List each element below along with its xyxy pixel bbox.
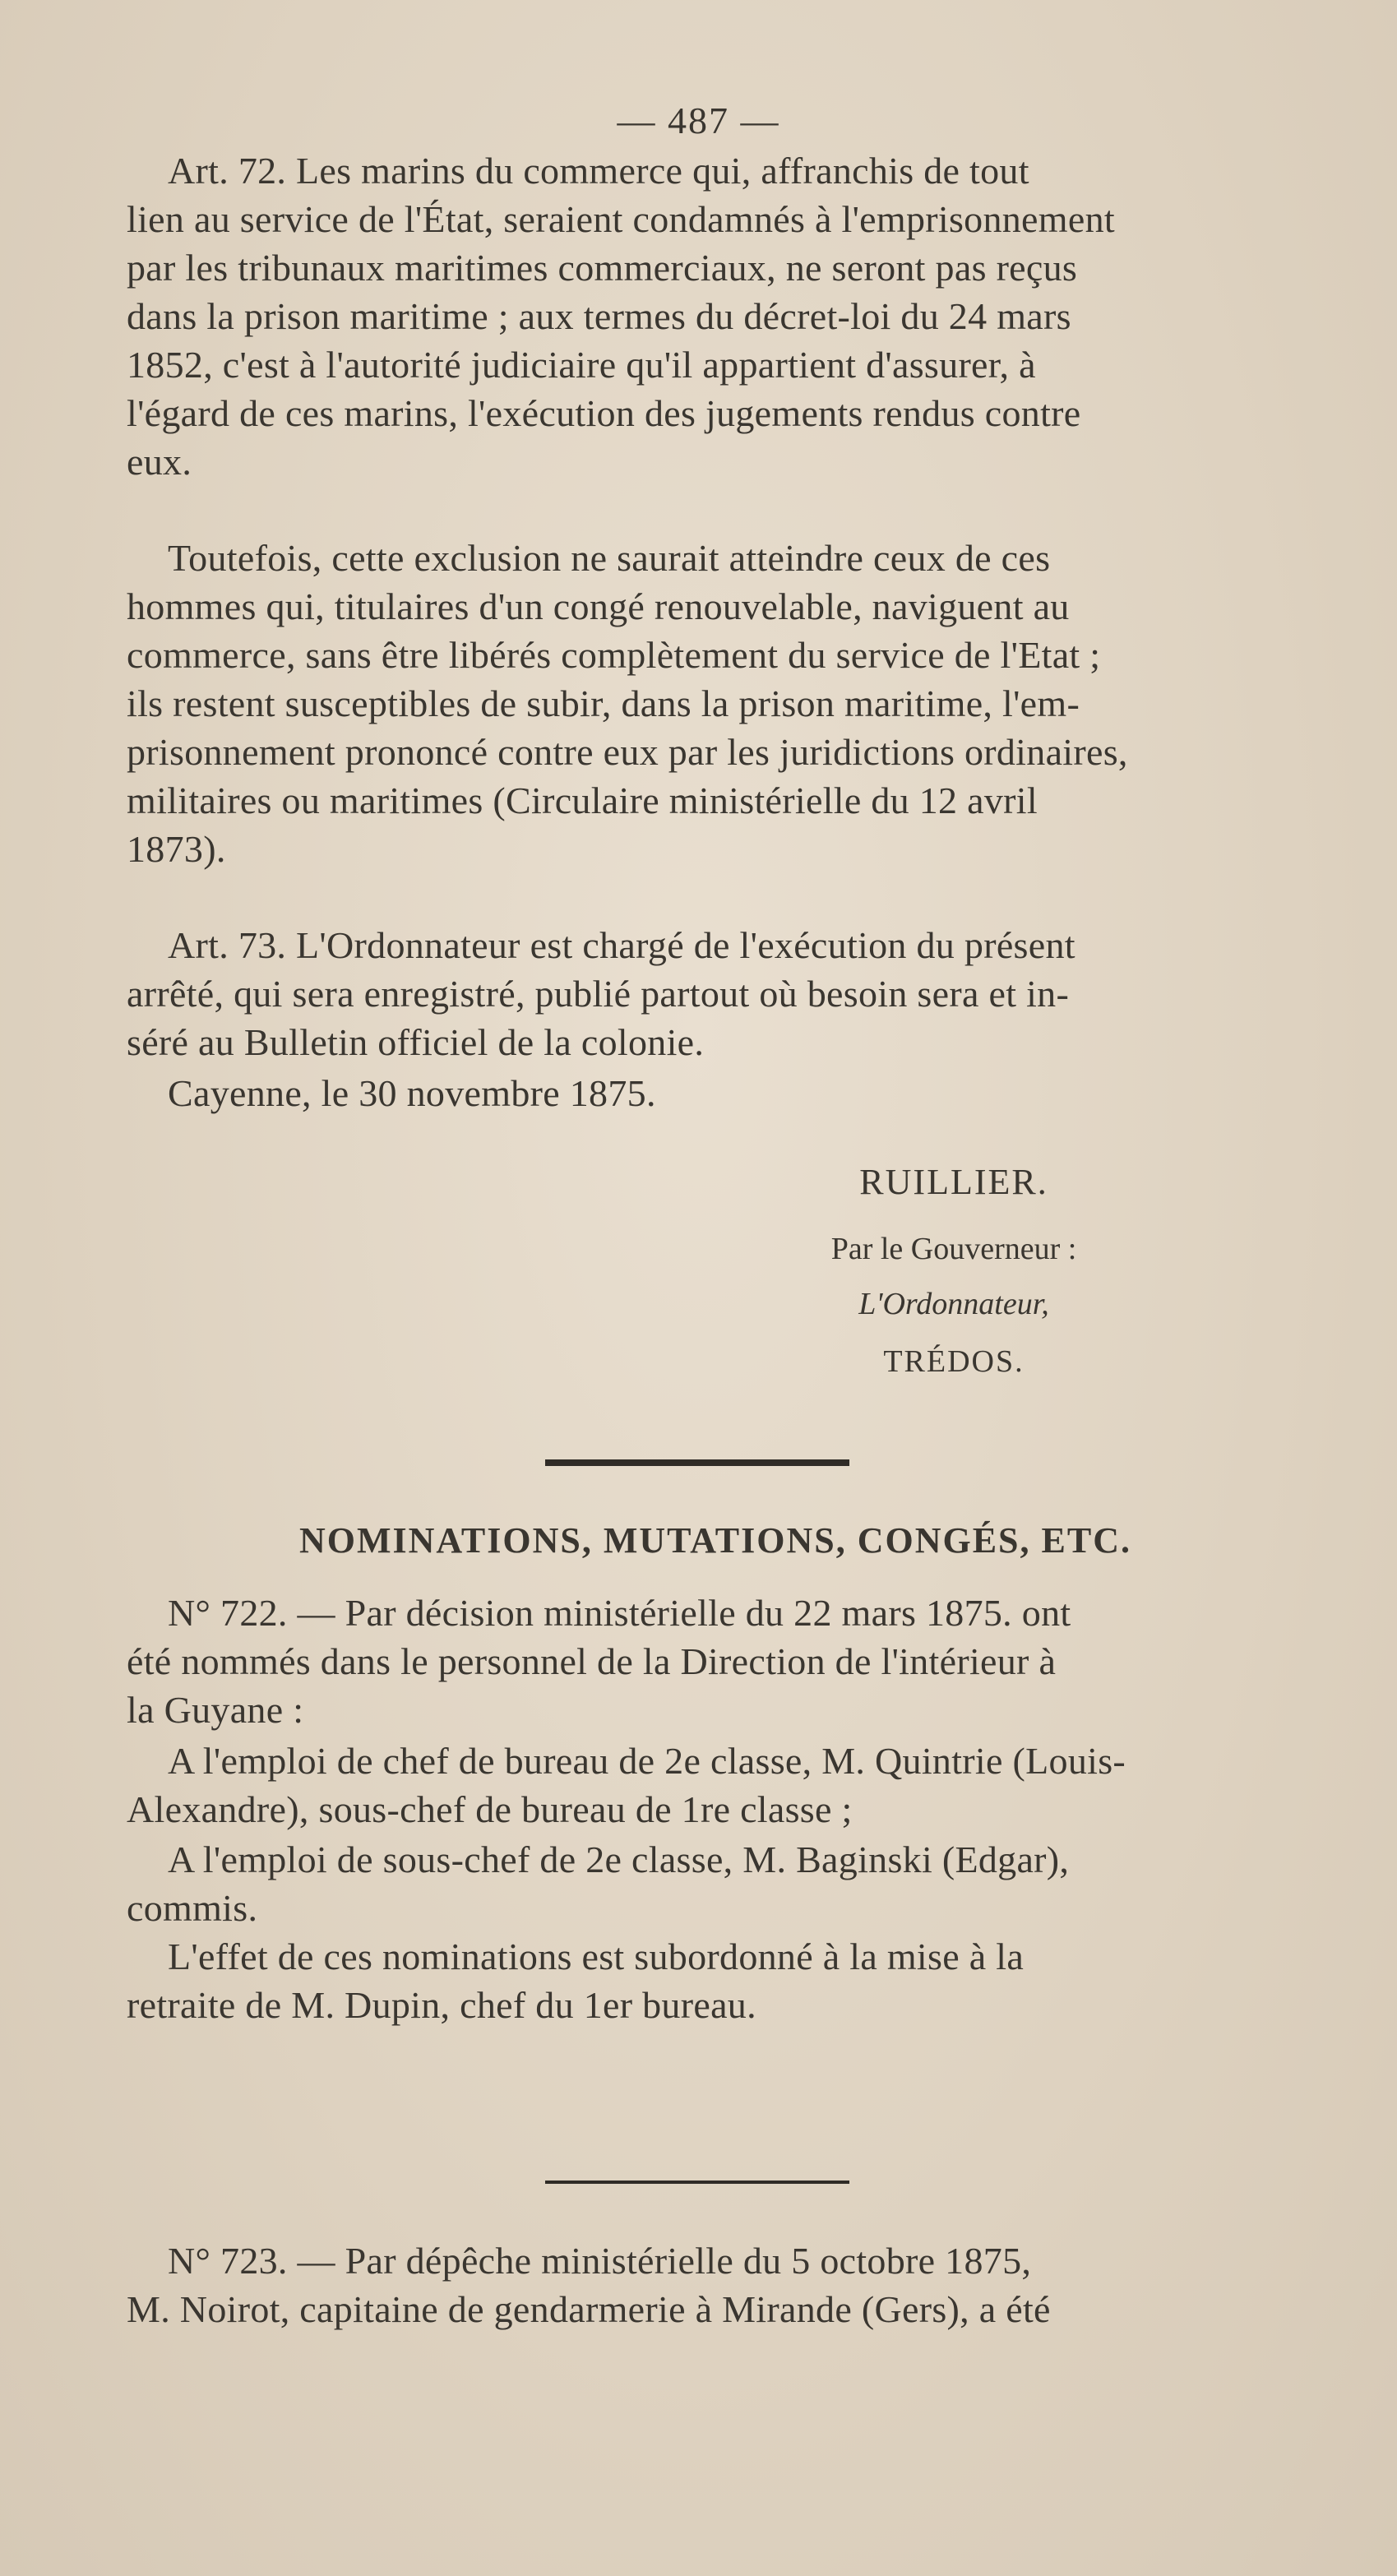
article-72 [127,146,1304,486]
page-number: — 487 — [617,99,780,141]
text-line: eux. [127,441,192,483]
emploi-2 [127,1835,1304,1932]
text-line: séré au Bulletin officiel de la colonie. [127,1021,705,1063]
decision-723 [127,2236,1304,2333]
text-line: ils restent susceptibles de subir, dans la prison maritime, l'em- [127,682,1080,724]
text-line: Art. 72. Les marins du commerce qui, affranchis de tout [168,150,1029,192]
text-line: militaires ou maritimes (Circulaire ministérielle du 12 avril [127,779,1038,821]
text-line: Alexandre), sous-chef de bureau de 1re classe ; [127,1788,853,1830]
text-line: L'effet de ces nominations est subordonné à la mise à la [168,1935,1025,1977]
text-line: M. Noirot, capitaine de gendarmerie à Mirande (Gers), a été [127,2288,1051,2330]
section-heading: NOMINATIONS, MUTATIONS, CONGÉS, ETC. [298,1520,1131,1561]
text-line: commerce, sans être libérés complètement du service de l'Etat ; [127,634,1101,676]
place-date-text: Cayenne, le 30 novembre 1875. [168,1072,656,1114]
text-line: A l'emploi de chef de bureau de 2e classe, M. Quintrie (Louis- [168,1740,1126,1782]
text-line: 1852, c'est à l'autorité judiciaire qu'il appartient d'assurer, à [127,344,1036,386]
text-line: arrêté, qui sera enregistré, publié partout où besoin sera et in- [127,973,1070,1015]
text-line: la Guyane : [127,1689,304,1731]
decision-722 [127,1589,1304,1734]
section-rule [545,1459,849,1466]
signature-name2: TRÉDOS. [883,1344,1025,1379]
text-line: retraite de M. Dupin, chef du 1er bureau. [127,1984,756,2026]
signature-name: RUILLIER. [859,1162,1048,1202]
text-line: 1873). [127,828,226,870]
signature-title: L'Ordonnateur, [858,1287,1049,1321]
text-line: hommes qui, titulaires d'un congé renouvelable, naviguent au [127,585,1070,627]
text-line: lien au service de l'État, seraient condamnés à l'emprisonnement [127,198,1115,240]
paragraph-toutefois [127,534,1304,873]
signature-par: Par le Gouverneur : [830,1232,1077,1266]
text-line: A l'emploi de sous-chef de 2e classe, M. Baginski (Edgar), [168,1838,1070,1880]
text-line: commis. [127,1887,258,1929]
place-date [127,1069,1304,1117]
effet-paragraph [127,1932,1304,2029]
text-line: l'égard de ces marins, l'exécution des jugements rendus contre [127,392,1081,434]
emploi-1 [127,1737,1304,1834]
text-line: N° 723. — Par dépêche ministérielle du 5 octobre 1875, [168,2240,1032,2282]
text-line: prisonnement prononcé contre eux par les juridictions ordinaires, [127,731,1128,773]
text-line: Art. 73. L'Ordonnateur est chargé de l'exécution du présent [168,924,1076,966]
text-line: dans la prison maritime ; aux termes du décret-loi du 24 mars [127,295,1071,337]
thin-rule [545,2181,849,2184]
article-73 [127,921,1304,1066]
text-line: N° 722. — Par décision ministérielle du 22 mars 1875. ont [168,1592,1071,1634]
text-line: été nommés dans le personnel de la Direction de l'intérieur à [127,1640,1057,1682]
text-line: Toutefois, cette exclusion ne saurait atteindre ceux de ces [168,537,1051,579]
text-line: par les tribunaux maritimes commerciaux, ne seront pas reçus [127,247,1078,289]
